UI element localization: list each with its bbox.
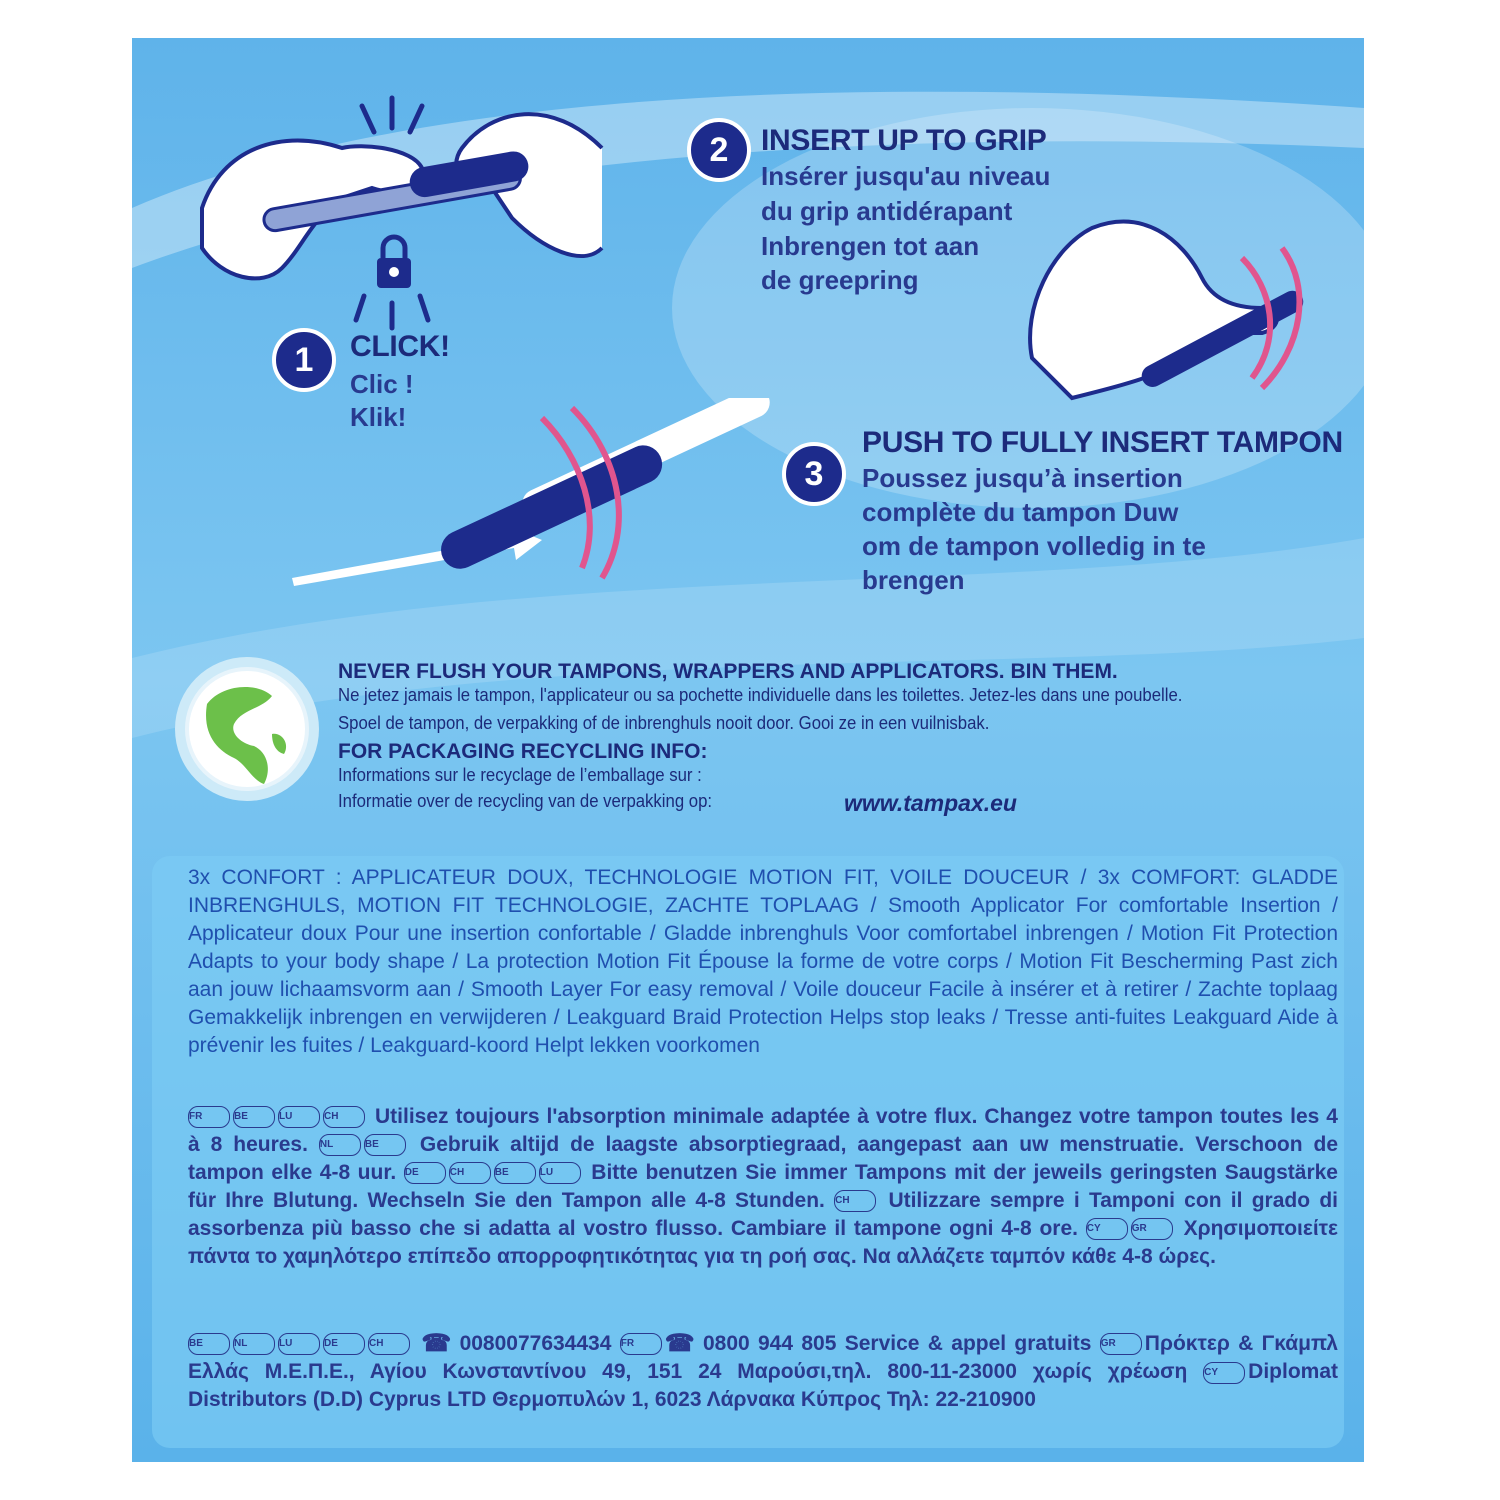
step-2-line-1: Insérer jusqu'au niveau bbox=[761, 161, 1051, 191]
country-badge: GR bbox=[1100, 1333, 1142, 1355]
contact-text-gr: Πρόκτερ & Γκάμπλ Ελλάς Μ.Ε.Π.Ε., Αγίου Κωνσταντίνου 49, 151 24 Μαρούσι,τηλ. 800-11-23000 χωρίς χρέωση bbox=[188, 1332, 1338, 1384]
country-badge: BE bbox=[233, 1106, 275, 1128]
step-3-line-3: om de tampon volledig in te bbox=[862, 531, 1206, 561]
phone-icon: ☎ bbox=[664, 1330, 695, 1358]
disposal-text-nl: Spoel de tampon, de verpakking of de inbrenghuls nooit door. Gooi ze in een vuilnisbak. bbox=[338, 713, 990, 733]
country-badge: CH bbox=[368, 1333, 410, 1355]
country-badge: CH bbox=[449, 1162, 491, 1184]
country-badge: DE bbox=[404, 1162, 446, 1184]
contact-text-cy: Diplomat Distributors (D.D) Cyprus LTD Θερμοπυλών 1, 6023 Λάρνακα Κύπρος Τηλ: 22-210900 bbox=[188, 1360, 1338, 1412]
absorption-text-fr: Utilisez toujours l'absorption minimale adaptée à votre flux. Changez votre tampon toutes les 4 à 8 heures. bbox=[188, 1105, 1338, 1156]
step-1-text-nl: Klik! bbox=[350, 402, 407, 432]
disposal-heading: NEVER FLUSH YOUR TAMPONS, WRAPPERS AND APPLICATORS. BIN THEM. bbox=[338, 660, 1118, 683]
recycling-text-fr: Informations sur le recyclage de l’emballage sur : bbox=[338, 765, 702, 785]
absorption-text-nl: Gebruik altijd de laagste absorptiegraad, aangepast aan uw menstruatie. Verschoon de tampon elke 4-8 uur. bbox=[188, 1133, 1339, 1184]
insert-hand-illustration bbox=[1012, 208, 1312, 408]
info-panel bbox=[152, 856, 1344, 1448]
country-badge: CY bbox=[1086, 1218, 1128, 1240]
recycling-text-nl: Informatie over de recycling van de verpakking op: bbox=[338, 791, 713, 811]
comfort-claims: 3x CONFORT : APPLICATEUR DOUX, TECHNOLOGIE MOTION FIT, VOILE DOUCEUR / 3x COMFORT: GLADDE INBRENGHULS, MOTION FIT TECHNOLOGIE, ZACHTE TOPLAAG / Smooth Applicator For comfortable Insertion / Applicateur doux Pour une insertion confortable / Gladde inbrenghuls Voor comfortabel inbrengen / Motion Fit Protection Adapts to your body shape / La protection Motion Fit Épouse la forme de votre corps / Motion Fit Bescherming Past zich aan jouw lichaamsvorm aan / Smooth Layer For easy removal / Voile douceur Facile à insérer et à retirer / Zachte toplaag Gemakkelijk inbrengen en verwijderen / Leakguard Braid Protection Helps stop leaks / Tresse anti-fuites Leakguard Aide à prévenir les fuites / Leakguard-koord Helpt lekken voorkomen bbox=[188, 866, 1338, 1057]
absorption-text-it: Utilizzare sempre i Tamponi con il grado di assorbenza più basso che si adatta al vostro flusso. Cambiare il tampone ogni 4-8 ore. bbox=[188, 1189, 1338, 1240]
step-2-line-2: du grip antidérapant bbox=[761, 196, 1013, 226]
country-badge: FR bbox=[188, 1106, 230, 1128]
phone-number-fr: 0800 944 805 Service & appel gratuits bbox=[702, 1332, 1092, 1355]
country-badge: LU bbox=[539, 1162, 581, 1184]
country-badge: CH bbox=[834, 1190, 876, 1212]
package-back-panel bbox=[132, 38, 1364, 1462]
recycling-heading: FOR PACKAGING RECYCLING INFO: bbox=[338, 740, 708, 763]
disposal-notice bbox=[338, 660, 1246, 812]
country-badge: GR bbox=[1131, 1218, 1173, 1240]
step-3-line-4: brengen bbox=[862, 565, 965, 595]
country-badge: LU bbox=[278, 1106, 320, 1128]
phone-number-benelux: 0080077634434 bbox=[459, 1332, 612, 1355]
step-1-number: 1 bbox=[272, 328, 336, 392]
step-3-number: 3 bbox=[782, 442, 846, 506]
step-3-line-1: Poussez jusqu’à insertion bbox=[862, 463, 1183, 493]
country-badge: BE bbox=[494, 1162, 536, 1184]
step-3-heading: PUSH TO FULLY INSERT TAMPON bbox=[862, 426, 1343, 459]
country-badge: NL bbox=[233, 1333, 275, 1355]
step-2-heading: INSERT UP TO GRIP bbox=[761, 124, 1047, 157]
step-2-line-3: Inbrengen tot aan bbox=[761, 231, 980, 261]
click-hands-illustration bbox=[192, 88, 612, 338]
step-1-text-fr: Clic ! bbox=[350, 369, 414, 399]
country-badge: CY bbox=[1203, 1362, 1245, 1384]
absorption-text-de: Bitte benutzen Sie immer Tampons mit der jeweils geringsten Saugstärke für Ihre Blutung. Wechseln Sie den Tampon alle 4-8 Stunden. bbox=[188, 1161, 1338, 1212]
disposal-text-fr: Ne jetez jamais le tampon, l'applicateur ou sa pochette individuelle dans les toilettes. Jetez-les dans une poubelle. bbox=[338, 685, 1183, 705]
country-badge: NL bbox=[319, 1134, 361, 1156]
step-3-line-2: complète du tampon Duw bbox=[862, 497, 1179, 527]
push-tampon-illustration bbox=[282, 398, 822, 598]
country-badge: FR bbox=[620, 1333, 662, 1355]
phone-icon: ☎ bbox=[421, 1330, 452, 1358]
absorption-text-gr: Χρησιμοποιείτε πάντα το χαμηλότερο επίπεδο απορροφητικότητας για τη ροή σας. Να αλλάζετε ταμπόν κάθε 4-8 ώρες. bbox=[188, 1217, 1339, 1268]
step-1-heading: CLICK! bbox=[350, 330, 450, 363]
step-2-line-4: de greepring bbox=[761, 265, 919, 295]
country-badge: DE bbox=[323, 1333, 365, 1355]
contact-info bbox=[188, 1330, 1338, 1414]
step-2-number: 2 bbox=[687, 118, 751, 182]
absorption-notice bbox=[188, 1103, 1338, 1271]
country-badge: BE bbox=[188, 1333, 230, 1355]
globe-icon bbox=[172, 654, 322, 804]
country-badge: LU bbox=[278, 1333, 320, 1355]
country-badge: CH bbox=[323, 1106, 365, 1128]
website-link[interactable]: www.tampax.eu bbox=[844, 790, 1017, 816]
country-badge: BE bbox=[364, 1134, 406, 1156]
